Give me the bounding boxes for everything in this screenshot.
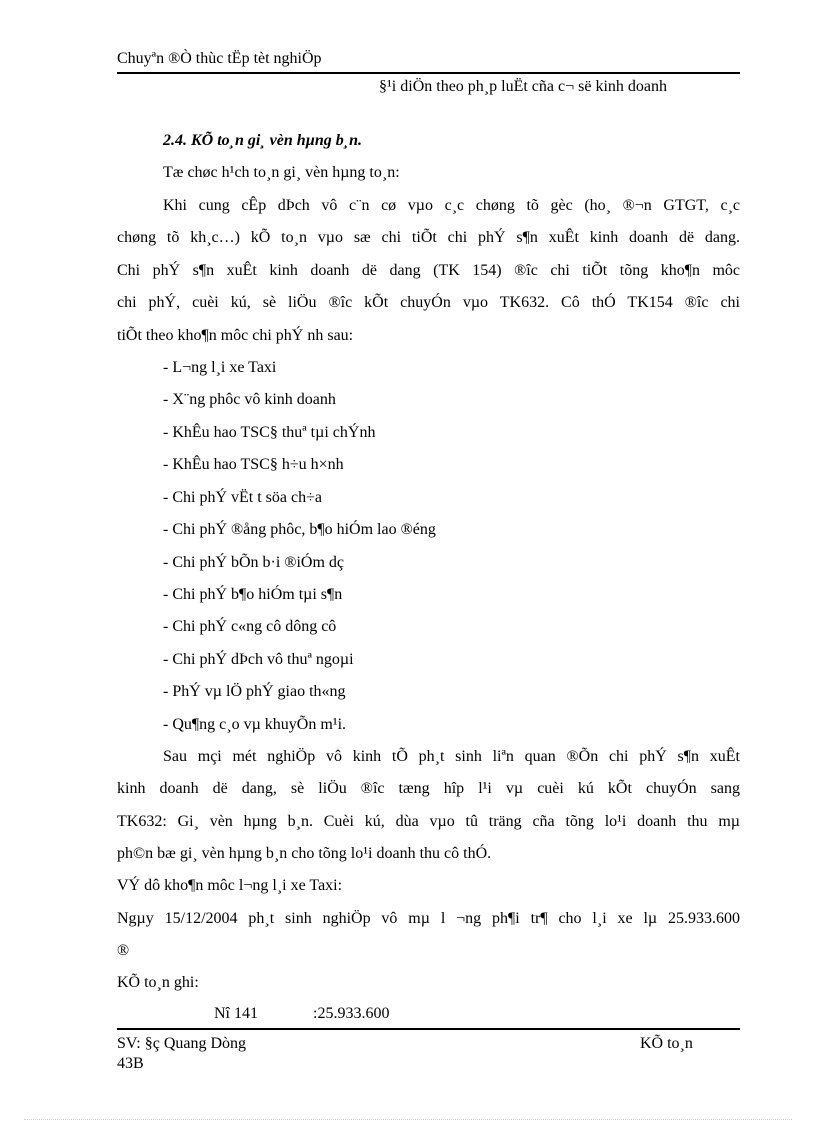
paragraph2-line: ph©n bæ gi¸ vèn hµng b¸n cho tõng lo¹i doanh thu cô thÓ.: [117, 845, 492, 862]
footer-department: KÕ to¸n: [640, 1035, 693, 1052]
paragraph1-line: chi phÝ, cuèi kú, sè liÖu ®îc kÕt chuyÓn vµo TK632. Cô thÓ TK154 ®îc chi: [117, 294, 740, 311]
list-item: - Chi phÝ bÕn b·i ®iÓm dç: [163, 554, 345, 571]
paragraph1-line: tiÕt theo kho¶n môc chi phÝ nh sau:: [117, 327, 354, 344]
paragraph1-line: chøng tõ kh¸c…) kÕ to¸n vµo sæ chi tiÕt chi phÝ s¶n xuÊt kinh doanh dë dang.: [117, 229, 740, 246]
list-item: - PhÝ vµ lÖ phÝ giao th«ng: [163, 683, 346, 700]
list-item: - Chi phÝ ®ång phôc, b¶o hiÓm lao ®éng: [163, 521, 436, 538]
list-item: - Chi phÝ c«ng cô dông cô: [163, 618, 337, 635]
list-item: - Chi phÝ b¶o hiÓm tµi s¶n: [163, 586, 343, 603]
example-title: VÝ dô kho¶n môc l¬ng l¸i xe Taxi:: [117, 877, 343, 894]
intro-text: Tæ chøc h¹ch to¸n gi¸ vèn hµng to¸n:: [163, 164, 400, 181]
paragraph1-line: Khi cung cÊp dÞch vô c¨n cø vµo c¸c chøng tõ gèc (ho¸ ®¬n GTGT, c¸c: [163, 197, 740, 214]
footer-student: [117, 1034, 246, 1074]
paragraph1-line: Chi phÝ s¶n xuÊt kinh doanh dë dang (TK 154) ®îc chi tiÕt tõng kho¶n môc: [117, 262, 740, 279]
list-item: - KhÊu hao TSC§ thuª tµi chÝnh: [163, 424, 376, 441]
list-item: - Chi phÝ vËt t söa ch÷a: [163, 489, 322, 506]
list-item: - X¨ng phôc vô kinh doanh: [163, 391, 336, 408]
entry-amount: :25.933.600: [313, 1005, 390, 1022]
header-divider: [117, 72, 740, 74]
ketoan-ghi: KÕ to¸n ghi:: [117, 974, 199, 991]
list-item: - L¬ng l¸i xe Taxi: [163, 359, 277, 376]
paragraph2-line: TK632: Gi¸ vèn hµng b¸n. Cuèi kú, dùa vµo tû träng cña tõng lo¹i doanh thu mµ: [117, 813, 740, 830]
footer-student-class: 43B: [117, 1055, 144, 1072]
footer-student-name: SV: §ç Quang Dòng: [117, 1035, 247, 1052]
example-line-end: ®: [117, 942, 130, 959]
paragraph2-line: kinh doanh dë dang, sè liÖu ®îc tæng hîp l¹i vµ cuèi kú kÕt chuyÓn sang: [117, 780, 740, 797]
entry-account: Nî 141: [214, 1005, 258, 1022]
section-heading: 2.4. KÕ to¸n gi¸ vèn hµng b¸n.: [163, 132, 363, 149]
paragraph2-line: Sau mçi mét nghiÖp vô kinh tÕ ph¸t sinh liªn quan ®Õn chi phÝ s¶n xuÊt: [163, 748, 740, 765]
list-item: - KhÊu hao TSC§ h÷u h×nh: [163, 456, 344, 473]
list-item: - Qu¶ng c¸o vµ khuyÕn m¹i.: [163, 716, 347, 733]
list-item: - Chi phÝ dÞch vô thuª ngoµi: [163, 651, 354, 668]
header-subtitle: §¹i diÖn theo ph¸p luËt cña c¬ së kinh doanh: [379, 78, 667, 95]
example-line: Ngµy 15/12/2004 ph¸t sinh nghiÖp vô mµ l ¬ng ph¶i tr¶ cho l¸i xe lµ 25.933.600: [117, 910, 740, 927]
page-bottom-border: [24, 1119, 792, 1120]
footer-divider: [117, 1028, 740, 1030]
header-title: Chuyªn ®Ò thùc tËp tèt nghiÖp: [117, 50, 322, 67]
